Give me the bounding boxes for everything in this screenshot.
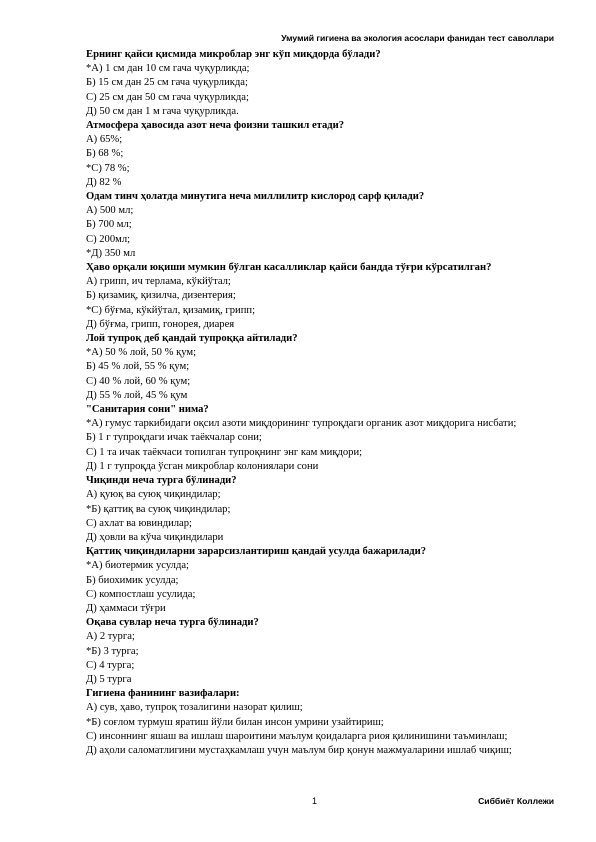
college-name: Сиббиёт Коллежи xyxy=(478,796,554,806)
answer-option: Б) 68 %; xyxy=(86,148,124,160)
answer-option: С) 25 см дан 50 см гача чуқурликда; xyxy=(86,91,249,103)
answer-option: С) 1 та ичак таёкчаси топилган тупроқнинг энг кам миқдори; xyxy=(86,446,363,458)
answer-option: *Б) қаттиқ ва суюқ чиқиндилар; xyxy=(86,503,231,515)
answer-option: С) 4 турга; xyxy=(86,659,135,671)
answer-option: Д) 55 % лой, 45 % қум xyxy=(86,389,188,401)
answer-option: С) инсоннинг яшаш ва ишлаш шароитини маълум қоидаларга риоя қилинишини таъминлаш; xyxy=(86,730,508,742)
question-block xyxy=(86,545,552,616)
answer-option: Д) 1 г тупроқда ўсган микроблар колониялари сони xyxy=(86,460,319,472)
document-header: Умумий гигиена ва экология асослари фанидан тест саволлари xyxy=(281,33,554,43)
answer-option: Б) 15 см дан 25 см гача чуқурликда; xyxy=(86,77,248,89)
answer-option: Б) биохимик усулда; xyxy=(86,574,179,586)
answer-option: А) қуюқ ва суюқ чиқиндилар; xyxy=(86,489,221,501)
answer-option: С) ахлат ва ювиндилар; xyxy=(86,517,192,529)
question-text: Гигиена фанининг вазифалари: xyxy=(86,688,240,700)
answer-option: *А) 50 % лой, 50 % қум; xyxy=(86,347,197,359)
answer-option: Д) 50 см дан 1 м гача чуқурликда. xyxy=(86,105,239,117)
answer-option: Б) 1 г тупроқдаги ичак таёкчалар сони; xyxy=(86,432,262,444)
question-list xyxy=(86,48,552,758)
question-block xyxy=(86,48,552,119)
answer-option: А) 65%; xyxy=(86,134,123,146)
answer-option: *С) 78 %; xyxy=(86,162,130,174)
question-block xyxy=(86,261,552,332)
answer-option: *С) бўғма, кўкйўтал, қизамиқ, грипп; xyxy=(86,304,256,316)
answer-option: Д) аҳоли саломатлигини мустаҳкамлаш учун маълум бир қонун мажмуаларини ишлаб чиқиш; xyxy=(86,744,512,756)
answer-option: С) компостлаш усулида; xyxy=(86,588,196,600)
question-text: "Санитария сони" нима? xyxy=(86,404,209,416)
question-block xyxy=(86,332,552,403)
answer-option: А) 2 турга; xyxy=(86,631,135,643)
answer-option: Д) ҳовли ва кўча чиқиндилари xyxy=(86,531,224,543)
question-text: Ернинг қайси қисмида микроблар энг кўп миқдорда бўлади? xyxy=(86,49,381,60)
question-block xyxy=(86,474,552,545)
question-text: Чиқинди неча турга бўлинади? xyxy=(86,475,237,487)
question-text: Оқава сувлар неча турга бўлинади? xyxy=(86,617,259,629)
question-block xyxy=(86,119,552,190)
question-text: Ҳаво орқали юқиши мумкин бўлган касалликлар қайси бандда тўғри кўрсатилган? xyxy=(86,262,492,274)
answer-option: *А) 1 см дан 10 см гача чуқурликда; xyxy=(86,63,250,75)
answer-option: А) грипп, ич терлама, кўкйўтал; xyxy=(86,276,231,288)
answer-option: Д) бўғма, грипп, гонорея, диарея xyxy=(86,318,235,330)
question-text: Лой тупроқ деб қандай тупроққа айтилади? xyxy=(86,333,298,345)
answer-option: Б) 45 % лой, 55 % қум; xyxy=(86,361,190,373)
answer-option: С) 40 % лой, 60 % қум; xyxy=(86,375,191,387)
question-text: Атмосфера ҳавосида азот неча фоизни ташкил етади? xyxy=(86,120,345,132)
answer-option: С) 200мл; xyxy=(86,233,131,245)
answer-option: *Б) соғлом турмуш яратиш йўли билан инсон умрини узайтириш; xyxy=(86,716,384,728)
answer-option: Б) қизамиқ, қизилча, дизентерия; xyxy=(86,290,236,302)
question-text: Қаттиқ чиқиндиларни зарарсизлантириш қандай усулда бажарилади? xyxy=(86,546,427,558)
answer-option: А) 500 мл; xyxy=(86,205,134,217)
answer-option: Б) 700 мл; xyxy=(86,219,132,231)
question-block xyxy=(86,403,552,474)
answer-option: Д) 5 турга xyxy=(86,673,132,685)
question-text: Одам тинч ҳолатда минутига неча миллилитр кислород сарф қилади? xyxy=(86,191,425,203)
answer-option: *А) биотермик усулда; xyxy=(86,560,189,572)
answer-option: Д) 82 % xyxy=(86,176,122,188)
answer-option: *Б) 3 турга; xyxy=(86,645,139,657)
answer-option: *Д) 350 мл xyxy=(86,247,136,259)
page-number: 1 xyxy=(312,796,318,806)
question-block xyxy=(86,687,552,758)
answer-option: А) сув, ҳаво, тупроқ тозалигини назорат қилиш; xyxy=(86,702,303,714)
answer-option: *А) гумус таркибидаги оқсил азоти миқдорининг тупроқдаги органик азот миқдорига нисбати; xyxy=(86,418,517,430)
question-block xyxy=(86,190,552,261)
answer-option: Д) ҳаммаси тўғри xyxy=(86,602,166,614)
question-block xyxy=(86,616,552,687)
